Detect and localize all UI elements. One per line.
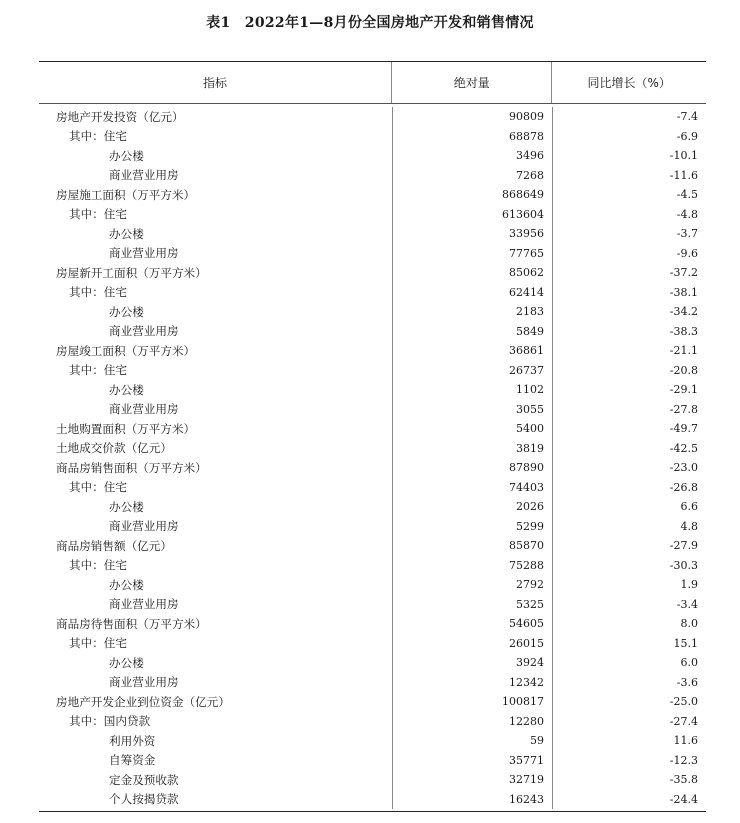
row-growth-value: -3.6 bbox=[552, 673, 706, 693]
table-row bbox=[39, 205, 706, 225]
table-row bbox=[39, 478, 706, 498]
table-row bbox=[39, 692, 706, 712]
table-row bbox=[39, 575, 706, 595]
row-indicator-name: 土地成交价款（亿元） bbox=[56, 441, 172, 456]
row-indicator-name: 房屋竣工面积（万平方米） bbox=[56, 343, 196, 358]
header-absolute: 绝对量 bbox=[391, 62, 552, 103]
row-indicator-name: 商业营业用房 bbox=[109, 597, 179, 612]
table-row bbox=[39, 244, 706, 264]
row-absolute-value: 5299 bbox=[392, 517, 552, 537]
row-indicator-name: 其中：国内贷款 bbox=[69, 714, 151, 729]
row-absolute-value: 87890 bbox=[392, 458, 552, 478]
row-absolute-value: 75288 bbox=[392, 556, 552, 576]
table-row bbox=[39, 673, 706, 693]
row-growth-value: -6.9 bbox=[552, 127, 706, 147]
row-indicator-name: 商业营业用房 bbox=[109, 519, 179, 534]
row-absolute-value: 33956 bbox=[392, 224, 552, 244]
row-absolute-value: 3055 bbox=[392, 400, 552, 420]
row-indicator-name: 自筹资金 bbox=[109, 753, 156, 768]
row-absolute-value: 3924 bbox=[392, 653, 552, 673]
row-indicator-name: 其中：住宅 bbox=[69, 363, 127, 378]
row-growth-value: -12.3 bbox=[552, 751, 706, 771]
row-absolute-value: 68878 bbox=[392, 127, 552, 147]
row-growth-value: -23.0 bbox=[552, 458, 706, 478]
row-indicator-name: 土地购置面积（万平方米） bbox=[56, 421, 196, 436]
row-absolute-value: 1102 bbox=[392, 380, 552, 400]
table-row bbox=[39, 595, 706, 615]
header-indicator: 指标 bbox=[202, 76, 227, 90]
row-indicator-name: 商品房销售额（亿元） bbox=[56, 538, 172, 553]
table-row bbox=[39, 536, 706, 556]
row-absolute-value: 5325 bbox=[392, 595, 552, 615]
row-indicator-name: 商业营业用房 bbox=[109, 246, 179, 261]
row-growth-value: -30.3 bbox=[552, 556, 706, 576]
row-growth-value: -42.5 bbox=[552, 439, 706, 459]
row-absolute-value: 3496 bbox=[392, 146, 552, 166]
row-growth-value: -25.0 bbox=[552, 692, 706, 712]
row-indicator-name: 办公楼 bbox=[109, 577, 144, 592]
row-growth-value: -9.6 bbox=[552, 244, 706, 264]
row-growth-value: -4.5 bbox=[552, 185, 706, 205]
table-row bbox=[39, 185, 706, 205]
row-growth-value: 11.6 bbox=[552, 731, 706, 751]
row-growth-value: -27.4 bbox=[552, 712, 706, 732]
table-row bbox=[39, 400, 706, 420]
row-absolute-value: 85062 bbox=[392, 263, 552, 283]
row-growth-value: -24.4 bbox=[552, 790, 706, 810]
table-title: 表1 2022年1—8月份全国房地产开发和销售情况 bbox=[206, 15, 534, 31]
table-row bbox=[39, 224, 706, 244]
row-indicator-name: 个人按揭贷款 bbox=[109, 792, 179, 807]
table-row bbox=[39, 634, 706, 654]
table-row bbox=[39, 380, 706, 400]
row-indicator-name: 商品房待售面积（万平方米） bbox=[56, 616, 207, 631]
table-row bbox=[39, 770, 706, 790]
table-row bbox=[39, 497, 706, 517]
row-growth-value: -4.8 bbox=[552, 205, 706, 225]
row-growth-value: -35.8 bbox=[552, 770, 706, 790]
row-growth-value: -37.2 bbox=[552, 263, 706, 283]
row-growth-value: 8.0 bbox=[552, 614, 706, 634]
table-row bbox=[39, 556, 706, 576]
row-absolute-value: 2183 bbox=[392, 302, 552, 322]
row-absolute-value: 2026 bbox=[392, 497, 552, 517]
row-absolute-value: 36861 bbox=[392, 341, 552, 361]
row-absolute-value: 3819 bbox=[392, 439, 552, 459]
row-absolute-value: 35771 bbox=[392, 751, 552, 771]
row-growth-value: 4.8 bbox=[552, 517, 706, 537]
table-row bbox=[39, 790, 706, 810]
row-indicator-name: 房地产开发企业到位资金（亿元） bbox=[56, 694, 230, 709]
table-row bbox=[39, 107, 706, 127]
table-body bbox=[39, 104, 706, 812]
table-row bbox=[39, 146, 706, 166]
row-indicator-name: 办公楼 bbox=[109, 226, 144, 241]
row-indicator-name: 商业营业用房 bbox=[109, 402, 179, 417]
row-indicator-name: 其中：住宅 bbox=[69, 558, 127, 573]
table-row bbox=[39, 458, 706, 478]
row-absolute-value: 54605 bbox=[392, 614, 552, 634]
row-indicator-name: 房地产开发投资（亿元） bbox=[56, 109, 184, 124]
row-growth-value: -7.4 bbox=[552, 107, 706, 127]
row-indicator-name: 其中：住宅 bbox=[69, 129, 127, 144]
row-growth-value: -34.2 bbox=[552, 302, 706, 322]
table-row bbox=[39, 712, 706, 732]
table-row bbox=[39, 439, 706, 459]
row-absolute-value: 26015 bbox=[392, 634, 552, 654]
row-absolute-value: 59 bbox=[392, 731, 552, 751]
row-indicator-name: 办公楼 bbox=[109, 148, 144, 163]
row-absolute-value: 868649 bbox=[392, 185, 552, 205]
row-absolute-value: 12342 bbox=[392, 673, 552, 693]
row-absolute-value: 32719 bbox=[392, 770, 552, 790]
row-indicator-name: 房屋新开工面积（万平方米） bbox=[56, 265, 207, 280]
row-indicator-name: 办公楼 bbox=[109, 655, 144, 670]
row-indicator-name: 商业营业用房 bbox=[109, 675, 179, 690]
row-absolute-value: 100817 bbox=[392, 692, 552, 712]
row-growth-value: -20.8 bbox=[552, 361, 706, 381]
table-row bbox=[39, 419, 706, 439]
row-growth-value: 1.9 bbox=[552, 575, 706, 595]
row-indicator-name: 其中：住宅 bbox=[69, 636, 127, 651]
row-growth-value: -38.3 bbox=[552, 322, 706, 342]
row-absolute-value: 77765 bbox=[392, 244, 552, 264]
data-table bbox=[39, 61, 706, 812]
table-row bbox=[39, 127, 706, 147]
row-absolute-value: 16243 bbox=[392, 790, 552, 810]
row-indicator-name: 办公楼 bbox=[109, 382, 144, 397]
row-indicator-name: 其中：住宅 bbox=[69, 480, 127, 495]
row-growth-value: 6.6 bbox=[552, 497, 706, 517]
row-absolute-value: 62414 bbox=[392, 283, 552, 303]
row-growth-value: -38.1 bbox=[552, 283, 706, 303]
row-absolute-value: 2792 bbox=[392, 575, 552, 595]
row-absolute-value: 5849 bbox=[392, 322, 552, 342]
row-growth-value: -49.7 bbox=[552, 419, 706, 439]
row-growth-value: 15.1 bbox=[552, 634, 706, 654]
row-indicator-name: 定金及预收款 bbox=[109, 772, 179, 787]
row-absolute-value: 26737 bbox=[392, 361, 552, 381]
row-indicator-name: 办公楼 bbox=[109, 304, 144, 319]
row-indicator-name: 其中：住宅 bbox=[69, 285, 127, 300]
table-row bbox=[39, 517, 706, 537]
row-absolute-value: 5400 bbox=[392, 419, 552, 439]
row-growth-value: -11.6 bbox=[552, 166, 706, 186]
row-growth-value: -10.1 bbox=[552, 146, 706, 166]
row-indicator-name: 办公楼 bbox=[109, 499, 144, 514]
row-absolute-value: 90809 bbox=[392, 107, 552, 127]
row-growth-value: -29.1 bbox=[552, 380, 706, 400]
table-row bbox=[39, 751, 706, 771]
row-absolute-value: 12280 bbox=[392, 712, 552, 732]
table-row bbox=[39, 341, 706, 361]
row-growth-value: -3.4 bbox=[552, 595, 706, 615]
row-indicator-name: 房屋施工面积（万平方米） bbox=[56, 187, 196, 202]
row-absolute-value: 74403 bbox=[392, 478, 552, 498]
row-growth-value: -26.8 bbox=[552, 478, 706, 498]
row-growth-value: 6.0 bbox=[552, 653, 706, 673]
row-growth-value: -27.9 bbox=[552, 536, 706, 556]
table-row bbox=[39, 302, 706, 322]
table-row bbox=[39, 166, 706, 186]
table-row bbox=[39, 361, 706, 381]
table-row bbox=[39, 283, 706, 303]
row-absolute-value: 85870 bbox=[392, 536, 552, 556]
table-row bbox=[39, 731, 706, 751]
row-indicator-name: 商业营业用房 bbox=[109, 168, 179, 183]
table-row bbox=[39, 614, 706, 634]
row-indicator-name: 商品房销售面积（万平方米） bbox=[56, 460, 207, 475]
table-row bbox=[39, 263, 706, 283]
row-indicator-name: 利用外资 bbox=[109, 733, 156, 748]
row-absolute-value: 613604 bbox=[392, 205, 552, 225]
row-growth-value: -21.1 bbox=[552, 341, 706, 361]
row-absolute-value: 7268 bbox=[392, 166, 552, 186]
table-row bbox=[39, 653, 706, 673]
header-growth: 同比增长（%） bbox=[551, 62, 706, 103]
row-indicator-name: 商业营业用房 bbox=[109, 324, 179, 339]
row-growth-value: -3.7 bbox=[552, 224, 706, 244]
table-row bbox=[39, 322, 706, 342]
row-growth-value: -27.8 bbox=[552, 400, 706, 420]
table-header bbox=[39, 61, 706, 104]
row-indicator-name: 其中：住宅 bbox=[69, 207, 127, 222]
